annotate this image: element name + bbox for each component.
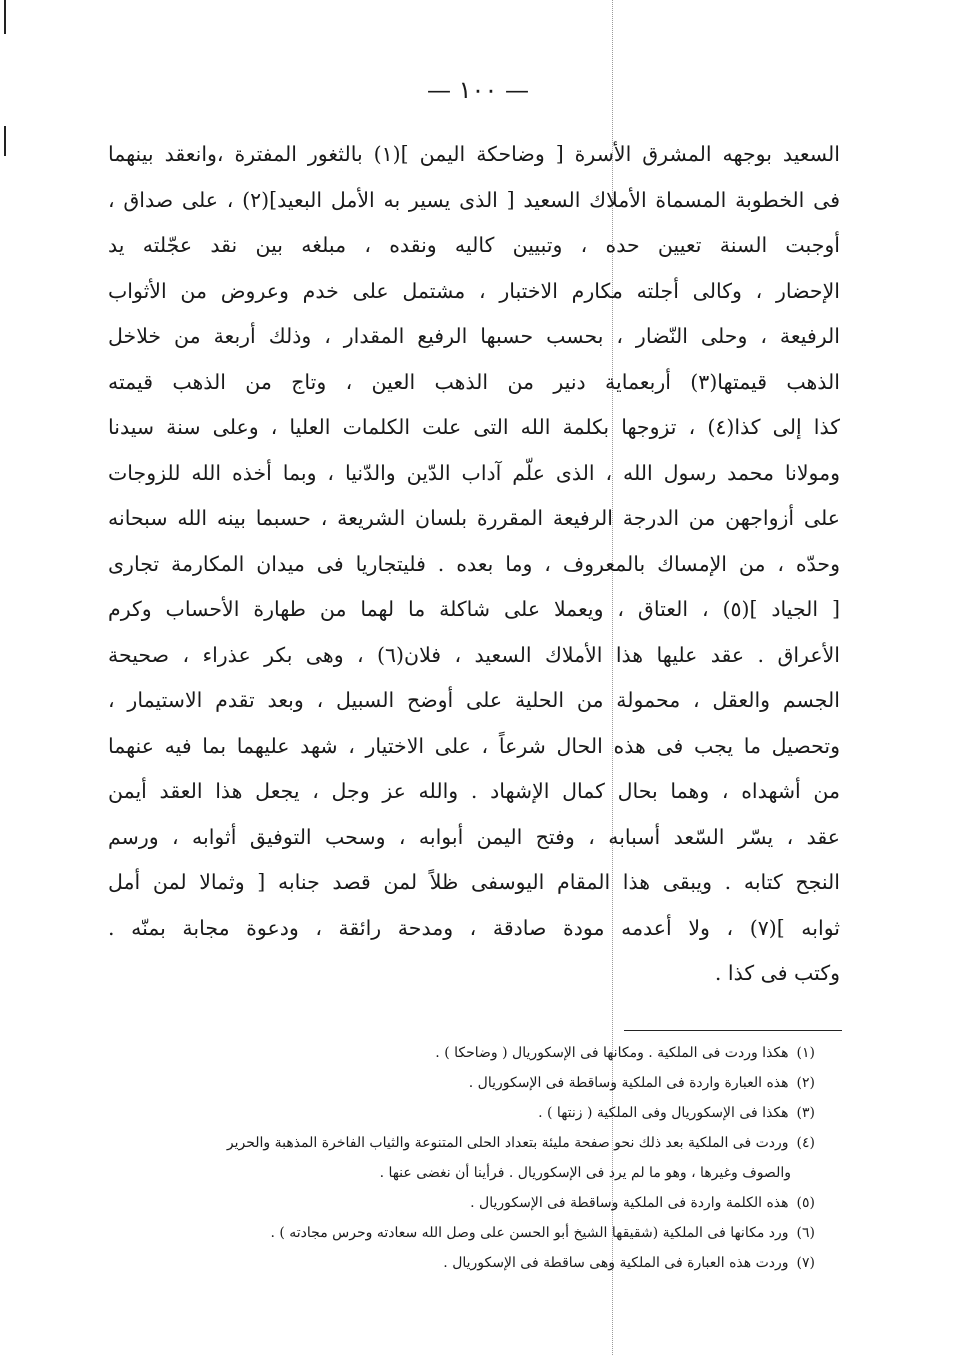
text-line: الإحضار ، وكالى أجلته مكارم الاختبار ، مشتمل على خدم وعروض من الأثواب [108,278,840,303]
footnote-number: (٤) [796,1135,815,1151]
footnote-text: وردت فى الملكية بعد ذلك نحو صفحة مليئة بتعداد الحلى المتنوعة والثياب الفاخرة المذهبة والحرير [226,1135,789,1151]
footnote-number: (٢) [796,1075,815,1091]
footnote-text: وردت هذه العبارة فى الملكية وهى ساقطة فى الإسكوريال . [443,1255,789,1271]
text-line: من أشهداه ، وهما بحال كمال الإشهاد . والله عز وجل ، يجعل هذا العقد أيمن [108,779,840,803]
footnote [100,1188,815,1218]
text-line: الجسم والعقل ، محمولة من الحلية على أوضح السبيل ، وبعد تقدم الاستيمار ، [108,688,840,712]
text-line: وحدّه ، من الإمساك بالمعروف ، وما بعده . فليتجاريا فى ميدان المكارمة تجارى [108,551,840,576]
footnote-text: هكذا فى الإسكوريال وفى الملكية ( زنتها ) . [538,1105,789,1121]
text-line: [ الجياد ](٥) ، العتاق ، ويعملا على شاكلة ما لهما من طهارة الأحساب وكرم [108,597,840,621]
footnote-text: والصوف وغيرها ، وهو ما لم يرد فى الإسكوريال . فرأينا أن نغضى عنها . [379,1165,791,1181]
scan-edge-mark [4,126,6,156]
footnote [100,1098,815,1128]
text-line: كذا إلى كذا(٤) ، تزوجها بكلمة الله التى علت الكلمات العليا ، وعلى سنة سيدنا [108,415,840,439]
footnote-text: هذه الكلمة واردة فى الملكية وساقطة فى الإسكوريال . [470,1195,789,1211]
footnote-text: هكذا وردت فى الملكية . ومكانها فى الإسكوريال ( وضاحكا ) . [435,1045,789,1061]
page-number: — ١٠٠ — [427,76,529,104]
footnotes [100,1038,815,1278]
footnote-number: (١) [796,1045,815,1061]
footnote-number: (٣) [796,1105,815,1121]
text-line: الذهب قيمتها(٣) أربعماية دنير من الذهب العين ، وتاج من الذهب قيمته [108,369,840,394]
footnote-separator [624,1030,842,1031]
text-line: ومولانا محمد رسول الله ، الذى علّم آداب الدّين والدّنيا ، وبما أخذه الله للزوجات [108,460,840,485]
footnote [100,1068,815,1098]
footnote [100,1218,815,1248]
text-line: أوجبت السنة تعيين حده ، وتبيين كاليه ونقده ، مبلغه بين نقد عجّلته يد [108,233,840,257]
text-line: الرفيعة ، وحلى النّضار ، بحسب حسبها الرفيع المقدار ، وذلك أربعة من خلاخل [108,324,840,348]
footnote-number: (٧) [796,1255,815,1271]
footnote [100,1248,815,1278]
text-line: وتحصيل ما يجب فى هذه الحال شرعاً ، على الاختيار ، شهد عليهما بما فيه عنهما [108,733,840,758]
footnote-text: هذه العبارة واردة فى الملكية وساقطة فى الإسكوريال . [468,1075,789,1091]
text-line: النجح كتابه . ويبقى هذا المقام اليوسفى ظلاً لمن قصد جنابه [ وثمالا لمن أمل [108,870,840,894]
text-line: ثوابه ](٧) ، ولا أعدمه مودة صادقة ، ومدحة رائقة ، ودعوة مجابة بمنّه . [108,915,840,940]
footnote-number: (٦) [796,1225,815,1241]
text-line: فى الخطوبة المسماة الأملاك السعيد [ الذى يسير به الأمل البعيد](٢) ، على صداق ، [108,187,840,212]
footnote-continuation [100,1158,815,1188]
text-line: عقد ، يسّر السّعد أسبابه ، وفتح اليمن أبوابه ، وسحب التوفيق أثوابه ، ورسم [108,824,840,849]
text-line-last: وكتب فى كذا . [714,961,840,985]
text-line: السعيد بوجهه المشرق الأسرة [ وضاحكة اليمن ](١) بالثغور المفترة ،وانعقد بينهما [108,142,840,166]
footnote-text: ورد مكانها فى الملكية (شقيقها الشيخ أبو الحسن على وصل الله سعادته وحرس مجادته ) . [270,1225,789,1241]
scan-edge-mark [4,0,6,34]
text-line: الأعراق . عقد عليها هذا الأملاك السعيد ، فلان(٦) ، وهى بكر عذراء ، صحيحة [108,642,840,667]
footnote-number: (٥) [796,1195,815,1211]
text-line: على أزواجهن من الدرجة الرفيعة المقررة بلسان الشريعة ، حسبما بينه الله سبحانه [108,506,840,530]
footnote [100,1128,815,1158]
footnote [100,1038,815,1068]
main-text [108,132,840,997]
